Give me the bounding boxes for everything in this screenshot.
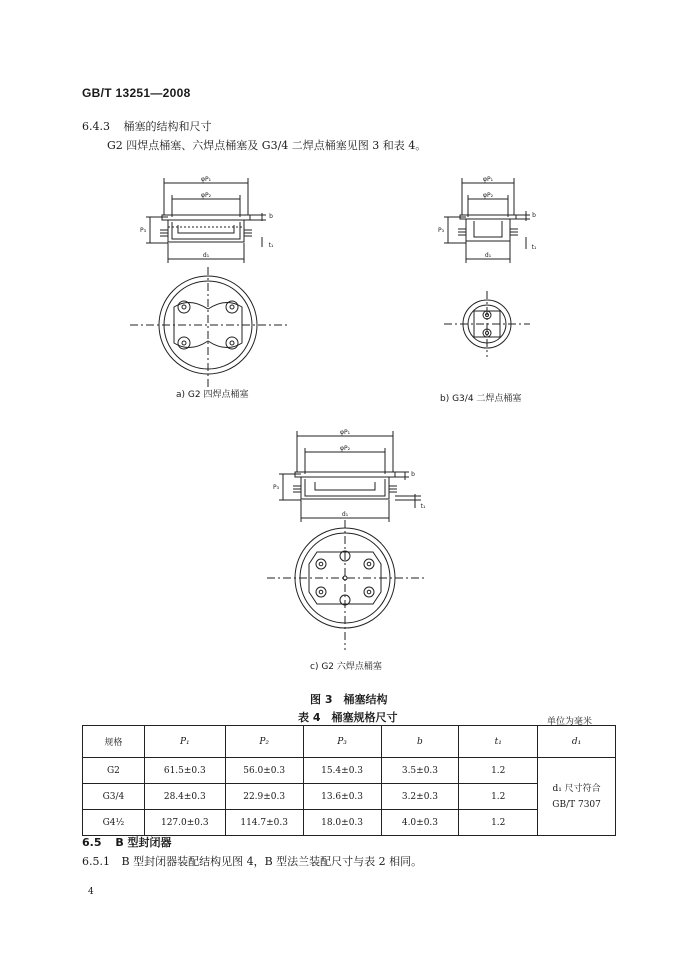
col-header-d1: d₁ [538,726,616,758]
col-header-p2: P₂ [225,726,303,758]
cell-spec: G4½ [83,810,145,836]
fig3c-label-p2: φP₂ [340,445,350,452]
cell-b: 3.5±0.3 [381,758,459,784]
d1-note-line2: GB/T 7307 [552,799,601,810]
table-4-header-row [83,726,616,758]
section-643-number: 6.4.3 [82,120,110,133]
d1-note-line1: d₁ 尺寸符合 [552,783,601,794]
table-4 [82,725,616,836]
figure-3c-drawing [265,428,445,653]
section-651-text: B 型封闭器装配结构见图 4，B 型法兰装配尺寸与表 2 相同。 [121,855,423,868]
cell-p1: 61.5±0.3 [144,758,225,784]
fig3c-label-d1: d₁ [341,511,349,518]
fig3c-label-b: b [411,471,415,478]
fig3b-label-p3: P₃ [437,227,445,234]
table-row [83,758,616,784]
cell-spec: G2 [83,758,145,784]
fig3c-label-p3: P₃ [272,484,280,491]
fig3b-label-b: b [532,212,536,219]
col-header-p3: P₃ [303,726,381,758]
col-header-spec: 规格 [83,726,145,758]
section-651-number: 6.5.1 [82,855,110,868]
cell-p3: 13.6±0.3 [303,784,381,810]
col-header-t1: t₁ [459,726,538,758]
fig3c-label-t1: t₁ [420,503,426,510]
fig3a-label-t1: t₁ [268,242,274,249]
cell-p2: 114.7±0.3 [225,810,303,836]
figure-3b-drawing [430,175,540,360]
table-4-title: 表 4 桶塞规格尺寸 [298,711,398,724]
fig3a-label-p2: φP₂ [201,192,211,199]
cell-b: 3.2±0.3 [381,784,459,810]
figure-3c-label: c) G2 六焊点桶塞 [310,662,382,672]
cell-p1: 28.4±0.3 [144,784,225,810]
cell-t1: 1.2 [459,784,538,810]
cell-p3: 15.4±0.3 [303,758,381,784]
page-number: 4 [88,887,94,897]
cell-p1: 127.0±0.3 [144,810,225,836]
cell-t1: 1.2 [459,758,538,784]
fig3a-label-d1: d₁ [202,252,210,259]
fig3b-label-d1: d₁ [484,252,492,259]
section-643-heading [82,118,212,134]
cell-p2: 56.0±0.3 [225,758,303,784]
figure-3-caption: 图 3 桶塞结构 [310,693,388,706]
cell-t1: 1.2 [459,810,538,836]
table-4-unit: 单位为毫米 [547,717,593,727]
fig3a-label-b: b [269,213,273,220]
section-643-text: G2 四焊点桶塞、六焊点桶塞及 G3/4 二焊点桶塞见图 3 和表 4。 [107,139,427,152]
fig3b-label-p1: φP₁ [483,176,493,183]
col-header-p1: P₁ [144,726,225,758]
table-row [83,810,616,836]
section-65-heading [82,834,172,850]
section-651-paragraph [82,853,422,869]
cell-d1-note [538,758,616,836]
section-65-title: B 型封闭器 [115,836,172,849]
fig3c-label-p1: φP₁ [340,429,350,436]
col-header-b: b [381,726,459,758]
section-65-number: 6.5 [82,836,102,849]
fig3b-label-p2: φP₂ [483,192,493,199]
figure-3a-label: a) G2 四焊点桶塞 [176,390,249,400]
fig3b-label-t1: t₁ [531,244,537,251]
standard-code: GB/T 13251—2008 [82,86,191,100]
cell-spec: G3/4 [83,784,145,810]
cell-p3: 18.0±0.3 [303,810,381,836]
cell-p2: 22.9±0.3 [225,784,303,810]
figure-3a-drawing [130,175,290,390]
fig3a-label-p1: φP₁ [201,176,211,183]
figure-3b-label: b) G3/4 二焊点桶塞 [440,394,522,404]
cell-b: 4.0±0.3 [381,810,459,836]
section-643-title: 桶塞的结构和尺寸 [123,120,212,133]
fig3a-label-p3: P₃ [139,227,147,234]
table-row [83,784,616,810]
